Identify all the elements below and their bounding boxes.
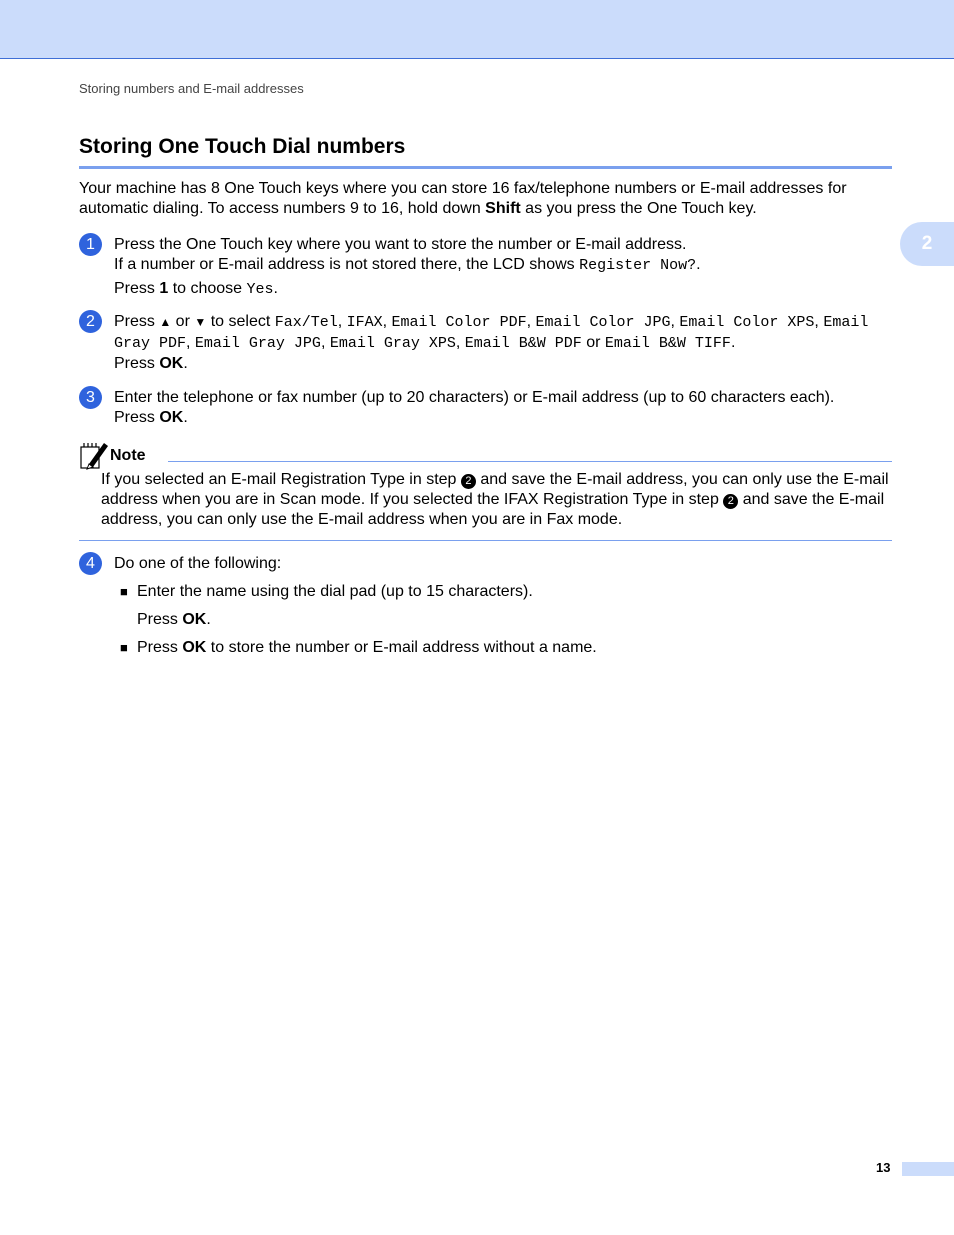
note-pencil-icon (79, 440, 109, 470)
step-1-line-1: Press the One Touch key where you want to store the number or E-mail address. (114, 236, 687, 253)
option: Email B&W PDF (464, 335, 582, 352)
square-bullet-icon: ■ (120, 640, 128, 655)
bullet-item: ■ Enter the name using the dial pad (up to 15 characters). (120, 583, 533, 600)
option: IFAX (346, 314, 383, 331)
option: Email B&W TIFF (604, 335, 731, 352)
square-bullet-icon: ■ (120, 584, 128, 599)
step-3-press-ok: Press OK. (114, 409, 188, 426)
step-number-badge: 1 (79, 233, 102, 256)
step-3-line-1: Enter the telephone or fax number (up to 20 characters) or E-mail address (up to 60 characters each). (114, 389, 835, 406)
title-rule (79, 166, 892, 169)
intro-paragraph: Your machine has 8 One Touch keys where you can store 16 fax/telephone numbers or E-mail addresses for automatic dialing. To access numbers 9 to 16, hold down Shift as you press the One Touch key. (79, 180, 847, 217)
note-body: If you selected an E-mail Registration Type in step 2 and save the E-mail address, you can only use the E-mail address when you are in Scan mode. If you selected the IFAX Registration Type in step 2 and save the E-mail address, you can only use the E-mail address when you are in Fax mode. (101, 471, 889, 528)
step-number-badge: 4 (79, 552, 102, 575)
option: Email Gray PDF (114, 314, 869, 352)
step-1-line-3: Press 1 to choose Yes. (114, 280, 278, 298)
option: Email Gray JPG (194, 335, 321, 352)
option: Email Gray XPS (329, 335, 456, 352)
top-header-band (0, 0, 954, 59)
step-1 (79, 235, 894, 300)
bullet-item: ■ Press OK to store the number or E-mail address without a name. (120, 639, 597, 656)
option: Email Color XPS (679, 314, 815, 331)
step-ref-badge: 2 (723, 494, 738, 509)
section-title: Storing One Touch Dial numbers (79, 135, 406, 158)
option: Fax/Tel (274, 314, 338, 331)
step-ref-badge: 2 (461, 474, 476, 489)
step-4-line-1: Do one of the following: (114, 555, 282, 572)
step-2-options: Press ▲ or ▼ to select Fax/Tel, IFAX, Email Color PDF, Email Color JPG, Email Color XPS, Email Gray PDF, Email Gray JPG, Email Gray XPS, Email B&W PDF or Email B&W TIFF. (114, 313, 869, 352)
step-number-badge: 2 (79, 310, 102, 333)
up-arrow-icon: ▲ (159, 315, 172, 329)
page-number: 13 (876, 1160, 891, 1175)
step-2-press-ok: Press OK. (114, 355, 188, 372)
step-number-badge: 3 (79, 386, 102, 409)
down-arrow-icon: ▼ (194, 315, 207, 329)
step-1-line-2: If a number or E-mail address is not stored there, the LCD shows Register Now?. (114, 256, 701, 274)
option: Email Color PDF (391, 314, 527, 331)
note-rule-bottom (79, 540, 892, 541)
note-rule-top (168, 461, 892, 462)
step-4 (79, 554, 894, 574)
footer-bar (902, 1162, 954, 1176)
step-2 (79, 312, 894, 374)
chapter-tab: 2 (900, 222, 954, 266)
running-header: Storing numbers and E-mail addresses (79, 81, 304, 96)
bullet-press-ok: Press OK. (137, 611, 211, 628)
note-label: Note (110, 447, 146, 464)
step-3 (79, 388, 894, 428)
option: Email Color JPG (535, 314, 671, 331)
